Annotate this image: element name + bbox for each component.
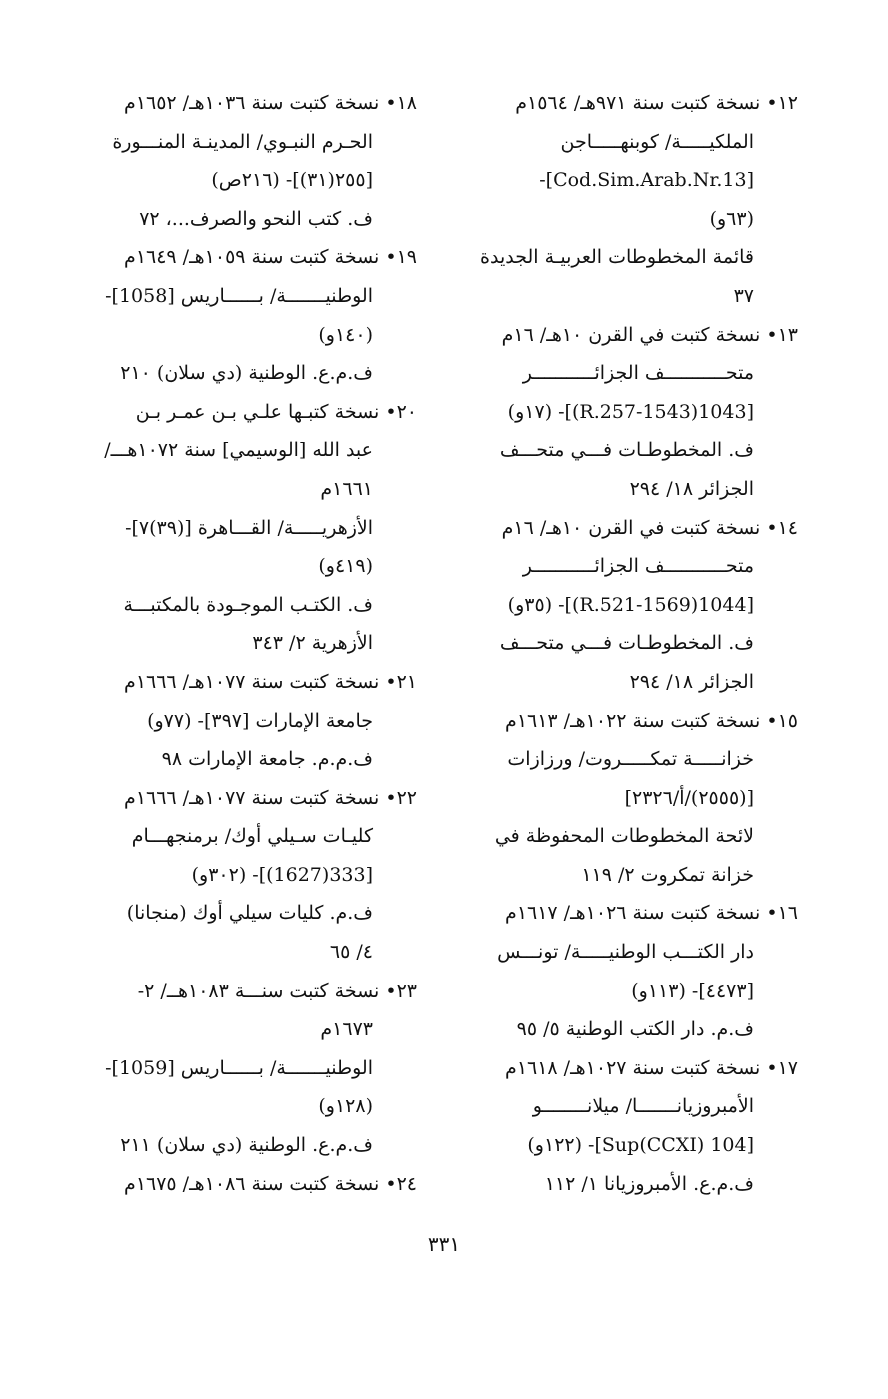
entry-line: ١٦٦١م <box>320 477 373 500</box>
entry-line: [1044(1569-R.521)]- (٣٥و) <box>507 593 754 616</box>
entry-line: [104 Sup(CCXI)]- (١٢٢و) <box>527 1134 754 1157</box>
entry-line: الأزهرية ٢/ ٣٤٣ <box>252 632 373 655</box>
entry-line: الجزائر ١٨/ ٢٩٤ <box>629 477 754 500</box>
entry-line: ف.م.ع. الأمبروزيانا ١/ ١١٢ <box>544 1172 754 1195</box>
entry-heading: ١٣• نسخة كتبت في القرن ١٠هـ/ ١٦م <box>501 323 798 346</box>
entry-heading: ١٢• نسخة كتبت سنة ٩٧١هـ/ ١٥٦٤م <box>515 92 798 114</box>
entry-line: (٤١٩و) <box>318 555 373 578</box>
entry-line: لائحة المخطوطات المحفوظة في <box>494 825 754 848</box>
entry-line: (١٤٠و) <box>318 323 373 346</box>
page-number: ٣٣١ <box>427 1232 461 1256</box>
entry-heading: ١٥• نسخة كتبت سنة ١٠٢٢هـ/ ١٦١٣م <box>505 709 798 732</box>
entry-line: خزانة تمكروت ٢/ ١١٩ <box>581 863 754 886</box>
entry-heading: ١٩• نسخة كتبت سنة ١٠٥٩هـ/ ١٦٤٩م <box>124 246 417 269</box>
entry-line: [٢٥٥(٣١)]- (٢١٦ص) <box>211 169 373 192</box>
right-column <box>453 84 798 1203</box>
entry-line: ف.م. كليات سيلي أوك (منجانا) <box>126 902 373 925</box>
entry-heading: ١٦• نسخة كتبت سنة ١٠٢٦هـ/ ١٦١٧م <box>505 902 798 925</box>
entry-line: الوطنيـــــــة/ بــــــاريس [1059]- <box>105 1056 373 1079</box>
entry-line: متحـــــــــــف الجزائـــــــــــر <box>522 362 754 385</box>
entry-line: [(٢٥٥٥)/أ/٢٣٢٦] <box>624 786 754 809</box>
entry-line: الملكيـــــة/ كوبنهـــــاجن <box>560 130 754 153</box>
entry-line: خزانـــــة تمكـــــروت/ ورزازات <box>507 748 754 771</box>
entry-line: ف. كتب النحو والصرف...، ٧٢ <box>139 207 373 230</box>
entry-line: ف. المخطوطـات فـــي متحـــف <box>499 439 754 462</box>
entry-heading: ١٤• نسخة كتبت في القرن ١٠هـ/ ١٦م <box>501 516 798 539</box>
entry-line: [٤٤٧٣]- (١١٣و) <box>631 979 754 1002</box>
entry-line: الجزائر ١٨/ ٢٩٤ <box>629 670 754 693</box>
entry-heading: ٢٤• نسخة كتبت سنة ١٠٨٦هـ/ ١٦٧٥م <box>124 1172 417 1195</box>
entry-heading: ٢٢• نسخة كتبت سنة ١٠٧٧هـ/ ١٦٦٦م <box>124 786 417 809</box>
entry-line: جامعة الإمارات [٣٩٧]- (٧٧و) <box>147 709 373 732</box>
entry-line: الأزهريـــــة/ القـــاهرة [(٣٩)٧]- <box>125 516 373 539</box>
entry-line: ف.م.ع. الوطنية (دي سلان) ٢١٠ <box>120 362 373 385</box>
entry-line: ٤/ ٦٥ <box>329 941 373 964</box>
left-column <box>72 84 417 1203</box>
entry-line: ف. المخطوطـات فـــي متحـــف <box>499 632 754 655</box>
entry-heading: ٢٠• نسخة كتبـها علـي بـن عمـر بـن <box>135 400 417 423</box>
entry-line: ١٦٧٣م <box>320 1018 373 1041</box>
entry-line: الوطنيـــــــة/ بــــــاريس [1058]- <box>105 284 373 307</box>
entry-heading: ٢٣• نسخة كتبت سنـــة ١٠٨٣هــ/ ٢- <box>137 979 417 1002</box>
entry-line: دار الكتـــب الوطنيـــــة/ تونـــس <box>497 941 754 964</box>
entry-heading: ٢١• نسخة كتبت سنة ١٠٧٧هـ/ ١٦٦٦م <box>124 670 417 693</box>
entry-line: ف.م.ع. الوطنية (دي سلان) ٢١١ <box>120 1134 373 1157</box>
entry-line: (١٢٨و) <box>318 1095 373 1118</box>
entry-line: ف. الكتـب الموجـودة بالمكتبـــة <box>123 593 373 616</box>
entry-line: ف.م. دار الكتب الوطنية ٥/ ٩٥ <box>516 1018 754 1041</box>
entry-heading: ١٨• نسخة كتبت سنة ١٠٣٦هـ/ ١٦٥٢م <box>124 92 417 114</box>
entry-heading: ١٧• نسخة كتبت سنة ١٠٢٧هـ/ ١٦١٨م <box>505 1056 798 1079</box>
entry-line: الحـرم النبـوي/ المدينـة المنـــورة <box>112 130 373 153</box>
entry-line: ف.م.م. جامعة الإمارات ٩٨ <box>161 748 373 771</box>
entry-line: كليـات سـيلي أوك/ برمنجهـــام <box>131 825 373 848</box>
entry-line: [1043(1543-R.257)]- (١٧و) <box>507 400 754 423</box>
entry-line: ٣٧ <box>733 284 754 307</box>
entry-line: [333(1627)]- (٣٠٢و) <box>191 863 373 886</box>
entry-line: الأمبروزيانـــــــا/ ميلانــــــــو <box>532 1095 754 1118</box>
entry-line: عبد الله [الوسيمي] سنة ١٠٧٢هـــ/ <box>104 439 373 462</box>
entry-line: (٦٣و) <box>709 207 754 230</box>
entry-line: [Cod.Sim.Arab.Nr.13]- <box>539 169 754 192</box>
entry-line: قائمة المخطوطات العربيـة الجديدة <box>480 246 754 269</box>
entry-line: متحـــــــــــف الجزائـــــــــــر <box>522 555 754 578</box>
